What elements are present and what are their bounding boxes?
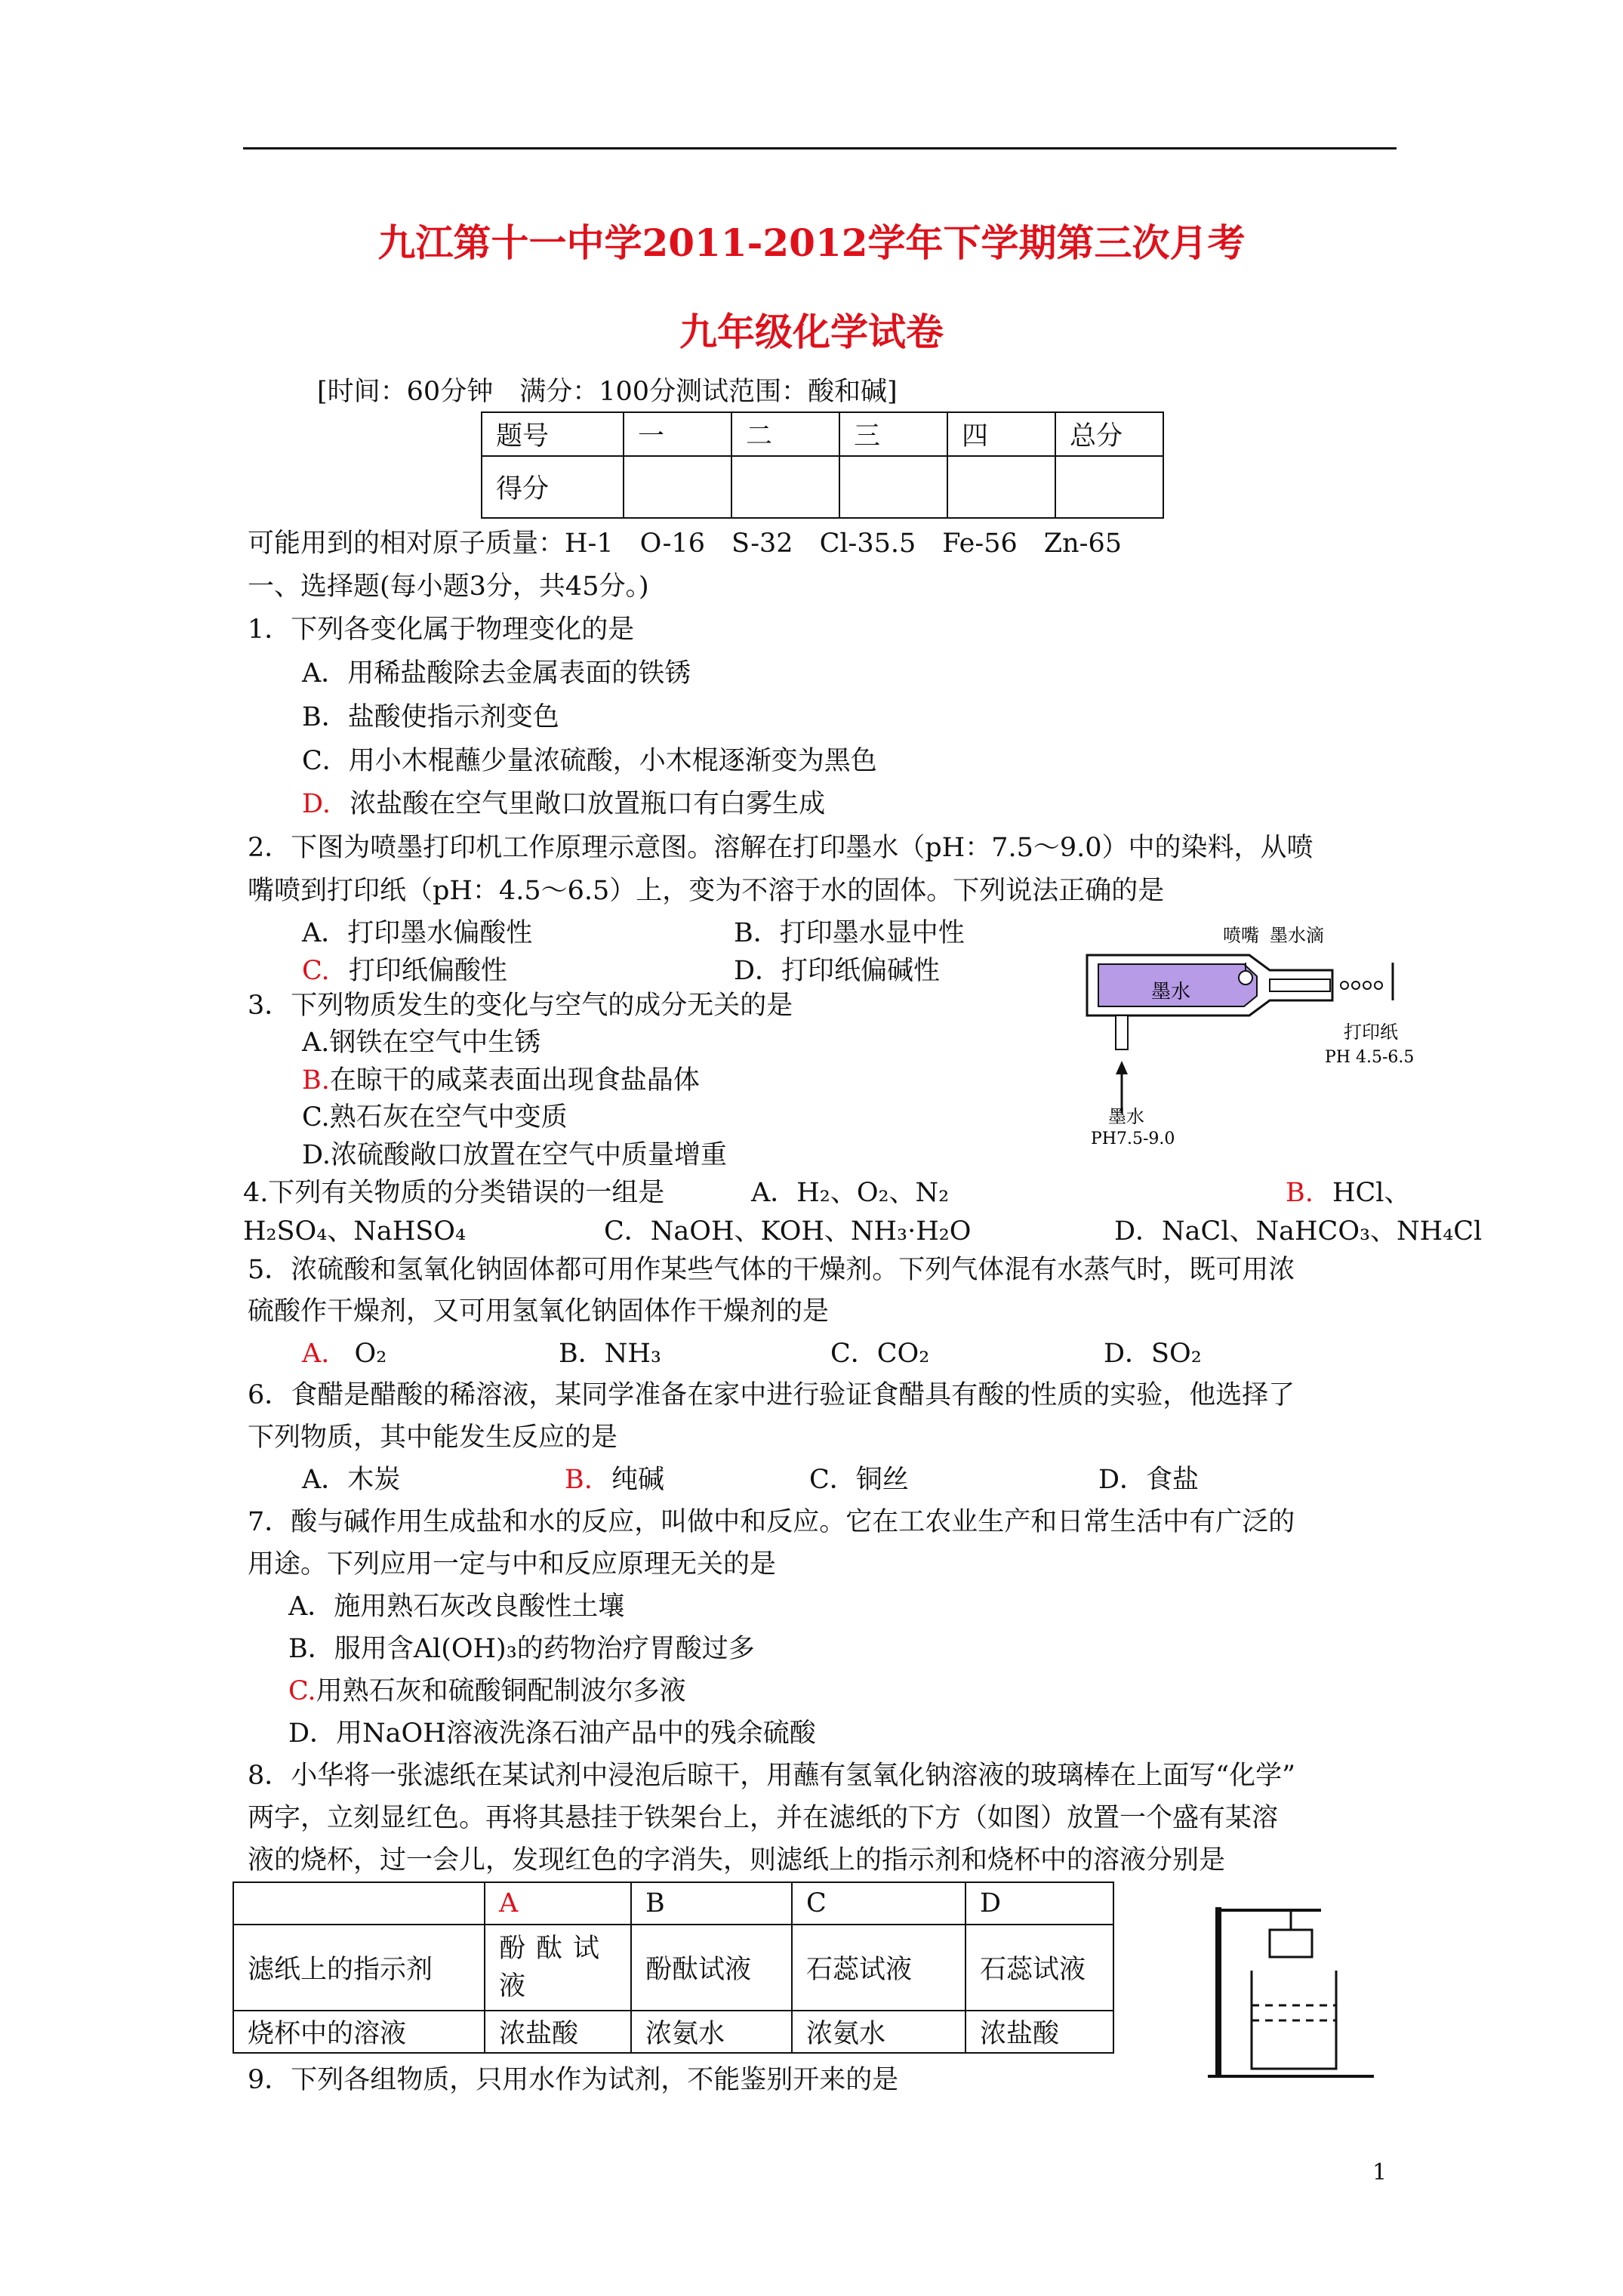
q3-option-a: A.钢铁在空气中生锈 <box>302 1028 541 1058</box>
q7-option-b: B．服用含Al(OH)₃的药物治疗胃酸过多 <box>288 1634 755 1664</box>
nozzle-label: 喷嘴 <box>1223 925 1259 946</box>
iron-stand-beaker-diagram <box>1208 1901 1381 2082</box>
score-cell[interactable] <box>839 456 947 518</box>
q8-stem-line2: 两字，立刻显红色。再将其悬挂于铁架台上，并在滤纸的下方（如图）放置一个盛有某溶 <box>248 1803 1279 1833</box>
q4-answer-letter: B. <box>1286 1178 1313 1208</box>
score-cell[interactable] <box>624 456 731 518</box>
q5-option-d: D．SO₂ <box>1104 1339 1202 1369</box>
q5-answer-letter: A. <box>302 1339 330 1369</box>
score-table-header-cell: 一 <box>624 412 731 456</box>
score-cell[interactable] <box>947 456 1055 518</box>
q6-answer-letter: B. <box>565 1465 593 1495</box>
q2-option-d: D．打印纸偏碱性 <box>734 956 941 986</box>
score-table-header-cell: 四 <box>947 412 1055 456</box>
q6-option-b <box>565 1463 664 1496</box>
q8-table-cell: 浓氨水 <box>631 2011 792 2053</box>
exam-title: 九江第十一中学2011-2012学年下学期第三次月考 <box>377 220 1246 265</box>
q5-option-c: C．CO₂ <box>830 1339 930 1369</box>
ink-inlet-label: 墨水 <box>1108 1106 1144 1127</box>
score-table-header-cell: 总分 <box>1055 412 1163 456</box>
q8-table-header-cell: B <box>631 1882 792 1925</box>
q2-option-c-text: 打印纸偏酸性 <box>348 956 507 986</box>
q3-stem: 3．下列物质发生的变化与空气的成分无关的是 <box>248 991 793 1021</box>
score-table-row-label: 得分 <box>482 456 624 518</box>
q6-stem-line1: 6．食醋是醋酸的稀溶液，某同学准备在家中进行验证食醋具有酸的性质的实验，他选择了 <box>248 1380 1295 1410</box>
q5-option-a-text: O₂ <box>354 1339 387 1369</box>
q1-option-d-text: 浓盐酸在空气里敞口放置瓶口有白雾生成 <box>350 789 826 819</box>
q4-option-a: A．H₂、O₂、N₂ <box>751 1178 950 1208</box>
ink-ph-label: PH7.5-9.0 <box>1091 1130 1175 1148</box>
header-rule <box>243 147 1397 149</box>
atomic-mass-line: 可能用到的相对原子质量：H-1 O-16 S-32 Cl-35.5 Fe-56 Zn-65 <box>248 529 1122 559</box>
q4-option-b-continued: H₂SO₄、NaHSO₄ <box>243 1216 466 1247</box>
q4-option-c: C．NaOH、KOH、NH₃·H₂O <box>604 1216 972 1247</box>
q5-option-a <box>302 1337 387 1370</box>
q2-answer-letter: C. <box>302 956 330 986</box>
q2-option-a: A．打印墨水偏酸性 <box>302 918 533 948</box>
q8-options-table <box>233 1881 1114 2054</box>
q5-stem-line2: 硫酸作干燥剂，又可用氢氧化钠固体作干燥剂的是 <box>248 1296 830 1327</box>
q8-table-row-label: 烧杯中的溶液 <box>233 2011 485 2053</box>
q2-stem-line1: 2．下图为喷墨打印机工作原理示意图。溶解在打印墨水（pH：7.5～9.0）中的染料，从喷 <box>248 833 1313 863</box>
q7-option-c-text: 用熟石灰和硫酸铜配制波尔多液 <box>316 1676 686 1706</box>
q8-stem-line1: 8．小华将一张滤纸在某试剂中浸泡后晾干，用蘸有氢氧化钠溶液的玻璃棒在上面写“化学” <box>248 1761 1296 1791</box>
score-table-header-cell: 三 <box>839 412 947 456</box>
ink-drops-label: 墨水滴 <box>1270 925 1324 946</box>
q6-option-a: A．木炭 <box>302 1465 401 1495</box>
q8-stem-line3: 液的烧杯，过一会儿，发现红色的字消失，则滤纸上的指示剂和烧杯中的溶液分别是 <box>248 1845 1226 1875</box>
q9-stem: 9．下列各组物质，只用水作为试剂，不能鉴别开来的是 <box>248 2065 899 2095</box>
q1-option-a: A．用稀盐酸除去金属表面的铁锈 <box>302 658 691 689</box>
q7-stem-line1: 7．酸与碱作用生成盐和水的反应，叫做中和反应。它在工农业生产和日常生活中有广泛的 <box>248 1507 1295 1537</box>
q8-table-cell: 石蕊试液 <box>792 1925 965 2011</box>
q7-option-a: A．施用熟石灰改良酸性土壤 <box>288 1592 625 1622</box>
score-table-header-cell: 题号 <box>482 412 624 456</box>
q4-option-b-text: HCl、 <box>1332 1178 1411 1208</box>
q2-option-c <box>302 954 507 988</box>
q2-option-b: B．打印墨水显中性 <box>734 918 965 948</box>
score-cell[interactable] <box>1055 456 1163 518</box>
q6-option-d: D．食盐 <box>1098 1465 1200 1495</box>
q8-table-cell: 酚酞试液 <box>485 1925 631 2011</box>
q8-table-cell: 浓盐酸 <box>485 2011 631 2053</box>
q3-option-b <box>302 1064 700 1097</box>
score-table <box>481 411 1164 519</box>
q3-answer-letter: B. <box>302 1065 330 1096</box>
section-1-heading: 一、选择题(每小题3分，共45分。) <box>248 572 649 602</box>
q1-stem: 1．下列各变化属于物理变化的是 <box>248 615 635 645</box>
q4-option-d: D．NaCl、NaHCO₃、NH₄Cl <box>1114 1216 1483 1247</box>
q1-option-d <box>302 787 825 821</box>
exam-info: [时间：60分钟 满分：100分测试范围：酸和碱] <box>317 377 898 407</box>
q1-answer-letter: D. <box>302 789 331 819</box>
q8-table-cell: 浓氨水 <box>792 2011 965 2053</box>
q8-table-header-cell: A <box>485 1882 631 1925</box>
q8-table-header-cell <box>233 1882 485 1925</box>
page-number: 1 <box>1372 2159 1387 2186</box>
q6-option-b-text: 纯碱 <box>611 1465 665 1495</box>
q8-table-cell: 酚酞试液 <box>631 1925 792 2011</box>
q7-answer-letter: C. <box>288 1676 316 1706</box>
q1-option-c: C．用小木棍蘸少量浓硫酸，小木棍逐渐变为黑色 <box>302 746 877 776</box>
q7-option-c <box>288 1675 686 1708</box>
exam-subtitle: 九年级化学试卷 <box>679 310 944 354</box>
q8-table-header-cell: D <box>965 1882 1113 1925</box>
inkjet-diagram <box>1072 917 1419 1151</box>
q6-stem-line2: 下列物质，其中能发生反应的是 <box>248 1422 618 1453</box>
q7-option-d: D．用NaOH溶液洗涤石油产品中的残余硫酸 <box>288 1718 816 1749</box>
q5-option-b: B．NH₃ <box>559 1339 661 1369</box>
q4-option-b <box>1286 1176 1411 1210</box>
q8-table-row-label: 滤纸上的指示剂 <box>233 1925 485 2011</box>
score-table-header-cell: 二 <box>731 412 839 456</box>
q4-stem: 4.下列有关物质的分类错误的一组是 <box>243 1178 665 1208</box>
paper-ph-label: PH 4.5-6.5 <box>1325 1048 1415 1067</box>
q2-stem-line2: 嘴喷到打印纸（pH：4.5～6.5）上，变为不溶于水的固体。下列说法正确的是 <box>248 876 1165 906</box>
q8-table-cell: 石蕊试液 <box>965 1925 1113 2011</box>
q5-stem-line1: 5．浓硫酸和氢氧化钠固体都可用作某些气体的干燥剂。下列气体混有水蒸气时，既可用浓 <box>248 1255 1295 1285</box>
q3-option-c: C.熟石灰在空气中变质 <box>302 1102 568 1133</box>
q7-stem-line2: 用途。下列应用一定与中和反应原理无关的是 <box>248 1549 777 1579</box>
q1-option-b: B．盐酸使指示剂变色 <box>302 702 559 732</box>
q3-option-d: D.浓硫酸敞口放置在空气中质量增重 <box>302 1140 727 1170</box>
ink-tank-label: 墨水 <box>1151 981 1191 1003</box>
q8-table-cell: 浓盐酸 <box>965 2011 1113 2053</box>
q3-option-b-text: 在晾干的咸菜表面出现食盐晶体 <box>329 1065 700 1096</box>
printing-paper-label: 打印纸 <box>1344 1022 1398 1043</box>
q8-table-header-cell: C <box>792 1882 965 1925</box>
score-cell[interactable] <box>731 456 839 518</box>
q6-option-c: C．铜丝 <box>809 1465 909 1495</box>
